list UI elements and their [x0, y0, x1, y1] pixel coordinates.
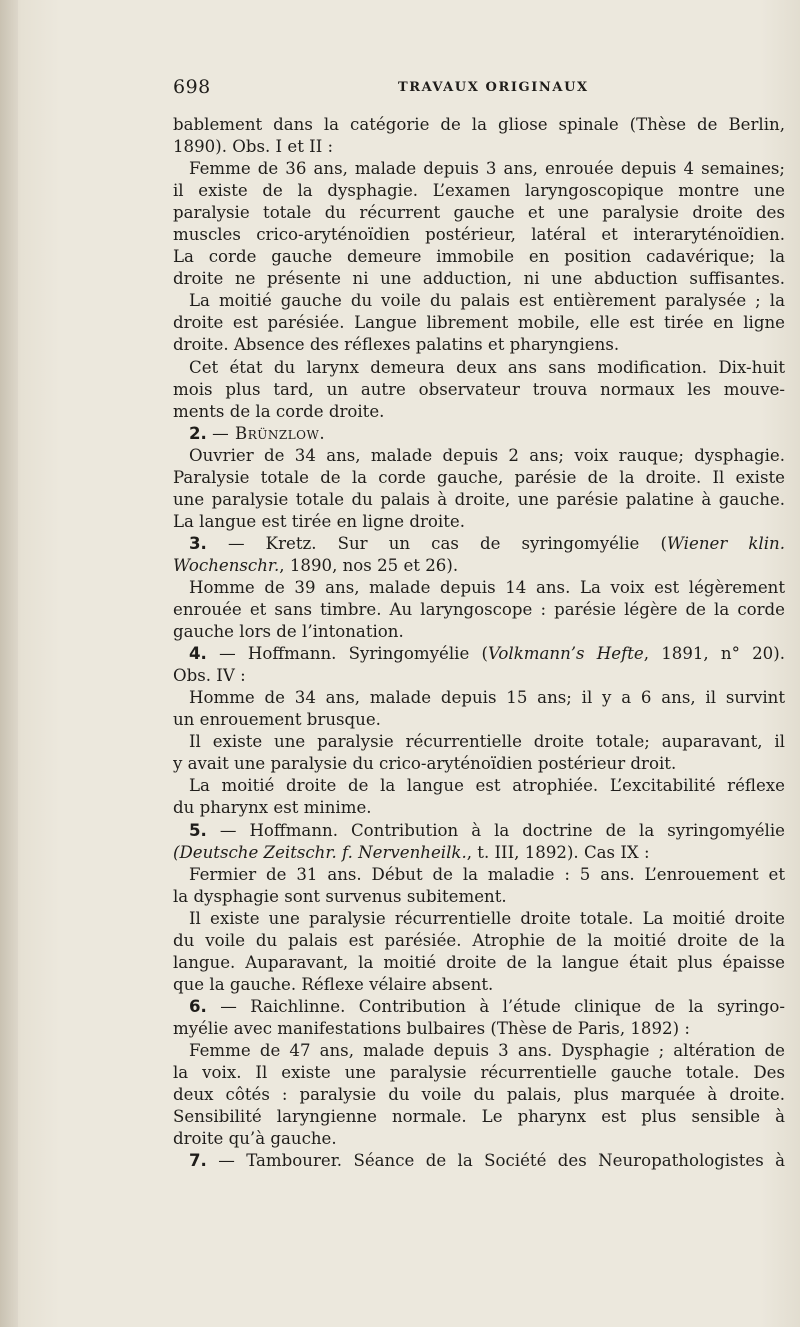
- journal-title: (Deutsche Zeitschr. f. Nervenheilk.: [173, 842, 467, 862]
- entry-number: 5.: [189, 820, 207, 840]
- text-line: il existe de la dysphagie. L’examen laryngoscopique montre une: [173, 181, 785, 201]
- text-line: Homme de 39 ans, malade depuis 14 ans. La voix est légèrement: [189, 577, 785, 597]
- entry-heading: [173, 533, 785, 555]
- text-line: du voile du palais est parésiée. Atrophie de la moitié droite de la: [173, 930, 785, 950]
- entry-number: 4.: [189, 644, 207, 664]
- entry-number: 7.: [189, 1151, 207, 1171]
- binding-gutter: [0, 0, 18, 1327]
- text-line: Femme de 36 ans, malade depuis 3 ans, enrouée depuis 4 semaines;: [189, 159, 785, 179]
- entry-number: 2.: [189, 423, 207, 443]
- entry-heading: [173, 643, 785, 665]
- page-header: [173, 76, 785, 100]
- text-line: du pharynx est minime.: [173, 798, 372, 818]
- journal-title: Volkmann’s Hefte: [487, 644, 644, 664]
- body-text: [173, 114, 785, 1172]
- text-line: Il existe une paralysie récurrentielle droite totale; auparavant, il: [189, 732, 785, 752]
- text-line: myélie avec manifestations bulbaires (Thèse de Paris, 1892) :: [173, 1018, 690, 1038]
- text-line: La corde gauche demeure immobile en position cadavérique; la: [173, 247, 785, 267]
- entry-citation: — Hoffmann. Syringomyélie (: [219, 644, 488, 664]
- citation-detail: , 1891, n° 20).: [643, 644, 785, 664]
- entry-citation: — Kretz. Sur un cas de syringomyélie (: [227, 533, 667, 553]
- text-line: la dysphagie sont survenus subitement.: [173, 886, 507, 906]
- entry-heading: [173, 820, 785, 842]
- entry-citation: — Tambourer. Séance de la Société des Neuropathologistes à: [218, 1151, 785, 1171]
- text-line: droite. Absence des réflexes palatins et pharyngiens.: [173, 335, 620, 355]
- text-line: une paralysie totale du palais à droite, une parésie palatine à gauche.: [173, 489, 785, 509]
- running-title: TRAVAUX ORIGINAUX: [398, 80, 589, 95]
- text-line: paralysie totale du récurrent gauche et une paralysie droite des: [173, 203, 785, 223]
- text-line: La moitié droite de la langue est atrophiée. L’excitabilité réflexe: [189, 776, 785, 796]
- entry-author: — Brünzlow.: [212, 423, 326, 443]
- entry-heading: [173, 996, 785, 1018]
- journal-title: Wochenschr.: [173, 555, 280, 575]
- text-line: Homme de 34 ans, malade depuis 15 ans; il y a 6 ans, il survint: [189, 688, 785, 708]
- text-line: La moitié gauche du voile du palais est entièrement paralysée ; la: [189, 291, 785, 311]
- text-line: langue. Auparavant, la moitié droite de la langue était plus épaisse: [173, 952, 785, 972]
- text-line: 1890). Obs. I et II :: [173, 137, 334, 157]
- text-line: la voix. Il existe une paralysie récurrentielle gauche totale. Des: [173, 1063, 785, 1083]
- text-line: droite est parésiée. Langue librement mobile, elle est tirée en ligne: [173, 313, 785, 333]
- text-line: Obs. IV :: [173, 666, 246, 686]
- text-line: deux côtés : paralysie du voile du palais, plus marquée à droite.: [173, 1085, 785, 1105]
- text-line: droite ne présente ni une adduction, ni une abduction suffisantes.: [173, 269, 785, 289]
- entry-heading: [173, 423, 785, 445]
- entry-number: 6.: [189, 996, 207, 1016]
- text-line: Cet état du larynx demeura deux ans sans modification. Dix-huit: [189, 357, 785, 377]
- text-line: Fermier de 31 ans. Début de la maladie : 5 ans. L’enrouement et: [189, 864, 785, 884]
- entry-citation: — Hoffmann. Contribution à la doctrine de la syringomyélie: [219, 820, 785, 840]
- text-line: que la gauche. Réflexe vélaire absent.: [173, 974, 494, 994]
- text-line: muscles crico-aryténoïdien postérieur, latéral et interaryténoïdien.: [173, 225, 785, 245]
- text-line: Paralysie totale de la corde gauche, parésie de la droite. Il existe: [173, 467, 785, 487]
- text-line: Il existe une paralysie récurrentielle droite totale. La moitié droite: [189, 908, 785, 928]
- text-line: droite qu’à gauche.: [173, 1129, 337, 1149]
- text-line: [173, 842, 785, 864]
- entry-number: 3.: [189, 533, 207, 553]
- citation-detail: , 1890, nos 25 et 26).: [279, 555, 459, 575]
- text-line: un enrouement brusque.: [173, 710, 381, 730]
- citation-detail: , t. III, 1892). Cas IX :: [466, 842, 650, 862]
- text-line: ments de la corde droite.: [173, 401, 385, 421]
- text-line: La langue est tirée en ligne droite.: [173, 511, 465, 531]
- entry-citation: — Raichlinne. Contribution à l’étude clinique de la syringo-: [220, 996, 785, 1016]
- text-line: [173, 555, 785, 577]
- text-line: y avait une paralysie du crico-aryténoïdien postérieur droit.: [173, 754, 677, 774]
- text-line: gauche lors de l’intonation.: [173, 622, 404, 642]
- entry-heading: [173, 1150, 785, 1172]
- page-number: 698: [173, 76, 211, 98]
- text-line: Ouvrier de 34 ans, malade depuis 2 ans; voix rauque; dysphagie.: [189, 445, 785, 465]
- text-line: enrouée et sans timbre. Au laryngoscope : parésie légère de la corde: [173, 600, 785, 620]
- journal-title: Wiener klin.: [666, 533, 785, 553]
- text-line: Femme de 47 ans, malade depuis 3 ans. Dysphagie ; altération de: [189, 1040, 785, 1060]
- text-line: Sensibilité laryngienne normale. Le pharynx est plus sensible à: [173, 1107, 785, 1127]
- text-line: mois plus tard, un autre observateur trouva normaux les mouve-: [173, 379, 785, 399]
- text-line: bablement dans la catégorie de la gliose spinale (Thèse de Berlin,: [173, 115, 785, 134]
